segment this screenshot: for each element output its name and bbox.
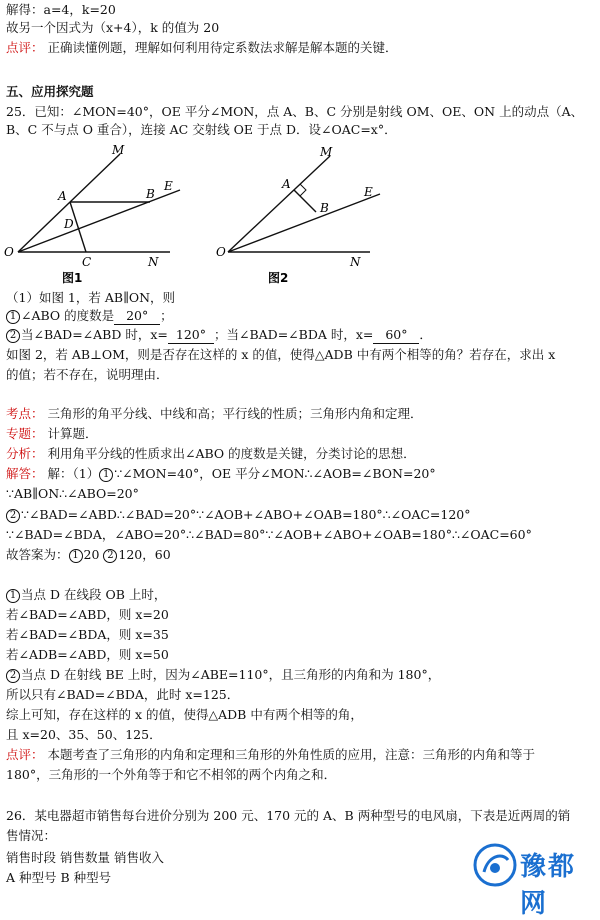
label-b: B bbox=[146, 187, 155, 201]
question-25-text: 25．已知：∠MON=40°，OE 平分∠MON，点 A、B、C 分别是射线 OM、OE、ON 上的动点（A、 bbox=[6, 104, 584, 119]
label-o: O bbox=[4, 245, 14, 259]
case-line: 所以只有∠BAD=∠BDA，此时 x=125． bbox=[6, 687, 240, 702]
label-n: N bbox=[148, 255, 159, 269]
figure-2-caption: 图2 bbox=[268, 271, 289, 285]
logo-icon bbox=[472, 842, 518, 888]
solution-line: 故另一个因式为（x+4），k 的值为 20 bbox=[6, 20, 220, 35]
case-line: 且 x=20、35、50、125． bbox=[6, 727, 162, 742]
figure-1 bbox=[0, 140, 200, 290]
label-a: A bbox=[58, 189, 67, 203]
solution-line: 解得：a=4，k=20 bbox=[6, 2, 116, 17]
label-m: M bbox=[320, 145, 333, 159]
zhuanti-line: 专题： 计算题． bbox=[6, 426, 98, 441]
comment-line: 180°，三角形的一个外角等于和它不相邻的两个内角之和． bbox=[6, 767, 337, 782]
label-a: A bbox=[282, 177, 291, 191]
question-25-text: B、C 不与点 O 重合），连接 AC 交射线 OE 于点 D．设∠OAC=x°． bbox=[6, 122, 397, 137]
question-26-text: 26．某电器超市销售每台进价分别为 200 元、170 元的 A、B 两种型号的电风扇，下表是近两周的销 bbox=[6, 808, 571, 823]
question-26-text: 售情况： bbox=[6, 828, 57, 843]
question-25-part2: 的值；若不存在，说明理由． bbox=[6, 367, 169, 382]
question-25-blank1: 1 ∠ABO 的度数是 20° ； bbox=[6, 308, 590, 325]
case-line: 若∠BAD=∠ABD，则 x=20 bbox=[6, 607, 169, 622]
watermark-logo bbox=[472, 842, 592, 919]
figure-1-caption: 图1 bbox=[62, 271, 83, 285]
table-header: 销售时段 销售数量 销售收入 bbox=[6, 850, 164, 865]
case-line: 2 当点 D 在射线 BE 上时，因为∠ABE=110°，且三角形的内角和为 180°， bbox=[6, 667, 590, 683]
case-line: 若∠ADB=∠ABD，则 x=50 bbox=[6, 647, 169, 662]
label-n: N bbox=[350, 255, 361, 269]
question-25-blank2: 2 当∠BAD=∠ABD 时，x= 120° ；当∠BAD=∠BDA 时，x= 60° ． bbox=[6, 327, 590, 344]
question-25-part2: 如图 2，若 AB⊥OM，则是否存在这样的 x 的值，使得△ADB 中有两个相等的角？若存在，求出 x bbox=[6, 347, 556, 362]
label-m: M bbox=[112, 143, 125, 157]
label-c: C bbox=[82, 255, 92, 269]
label-e: E bbox=[364, 185, 373, 199]
jieda-line: 解答： 解：（1） 1 ∵∠MON=40°，OE 平分∠MON∴∠AOB=∠BON=20° bbox=[6, 466, 436, 481]
label-d: D bbox=[64, 217, 74, 231]
answer-line: 故答案为： 1 20 2 120，60 bbox=[6, 547, 171, 562]
solution-line: ∵AB∥ON∴∠ABO=20° bbox=[6, 486, 139, 501]
comment-line: 点评： 本题考查了三角形的内角和定理和三角形的外角性质的应用，注意：三角形的内角和等于 bbox=[6, 747, 535, 762]
watermark-text: 豫都网 bbox=[520, 852, 577, 919]
case-line: 若∠BAD=∠BDA，则 x=35 bbox=[6, 627, 169, 642]
kaodian-line: 考点： 三角形的角平分线、中线和高；平行线的性质；三角形内角和定理． bbox=[6, 406, 423, 421]
case-line: 1 当点 D 在线段 OB 上时， bbox=[6, 587, 590, 603]
label-e: E bbox=[164, 179, 173, 193]
question-25-part1: （1）如图 1，若 AB∥ON，则 bbox=[6, 290, 176, 305]
label-o: O bbox=[216, 245, 226, 259]
case-line: 综上可知，存在这样的 x 的值，使得△ADB 中有两个相等的角， bbox=[6, 707, 363, 722]
solution-line: 2 ∵∠BAD=∠ABD∴∠BAD=20°∵∠AOB+∠ABO+∠OAB=180°∴∠OAC=120° bbox=[6, 507, 590, 523]
section-heading: 五、应用探究题 bbox=[6, 84, 94, 99]
table-subheader: A 种型号 B 种型号 bbox=[6, 870, 112, 885]
label-b: B bbox=[320, 201, 329, 215]
figure-2 bbox=[216, 140, 400, 290]
solution-line: ∵∠BAD=∠BDA，∠ABO=20°∴∠BAD=80°∵∠AOB+∠ABO+∠OAB=180°∴∠OAC=60° bbox=[6, 527, 532, 542]
comment-line: 点评： 正确读懂例题，理解如何利用待定系数法求解是解本题的关键． bbox=[6, 40, 398, 55]
fenxi-line: 分析： 利用角平分线的性质求出∠ABO 的度数是关键，分类讨论的思想． bbox=[6, 446, 416, 461]
